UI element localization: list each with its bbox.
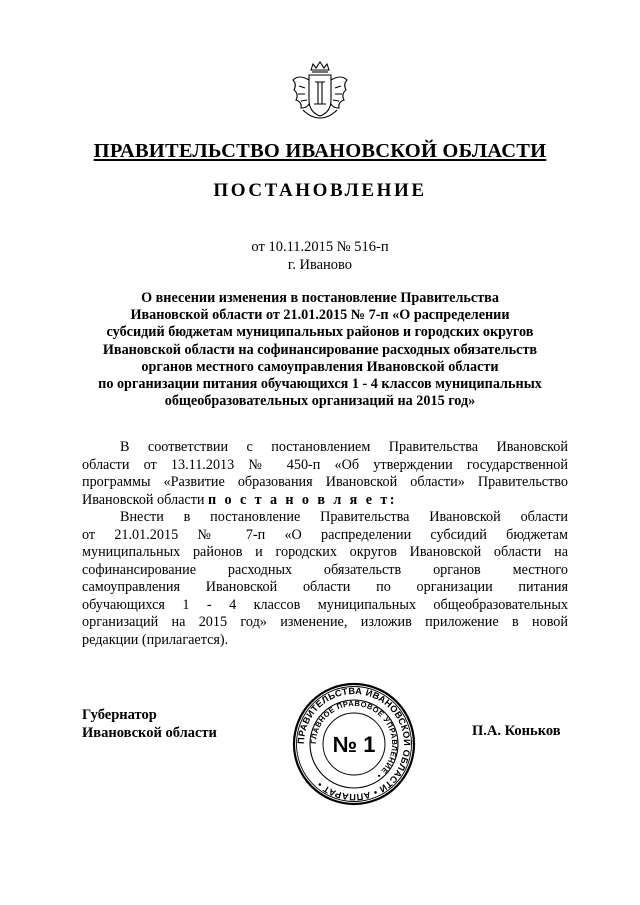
document-heading <box>60 290 580 410</box>
operative-paragraph <box>82 509 568 649</box>
paragraph-text: Ивановской области <box>82 491 209 508</box>
seal-inner-text: ГЛАВНОЕ ПРАВОВОЕ УПРАВЛЕНИЕ • <box>308 698 400 781</box>
paragraph-line: организаций на 2015 год» изменение, изложив приложение в новой <box>82 614 568 630</box>
paragraph-line: В соответствии с постановлением Правительства Ивановской <box>120 439 568 455</box>
paragraph-line: от 21.01.2015 № 7-п «О распределении субсидий бюджетам <box>82 526 568 543</box>
official-seal <box>292 682 416 806</box>
seal-ring-text: ПРАВИТЕЛЬСТВА ИВАНОВСКОЙ ОБЛАСТИ • АППАРАТ • <box>295 685 413 803</box>
paragraph-line: области от 13.11.2013 № 450-п «Об утверждении государственной <box>82 456 568 473</box>
date-number: от 10.11.2015 № 516-п <box>251 239 389 255</box>
signatory-name: П.А. Коньков <box>472 723 561 739</box>
preamble-paragraph <box>82 439 568 509</box>
document-type: ПОСТАНОВЛЕНИЕ <box>213 180 427 201</box>
signatory-position <box>82 706 217 742</box>
paragraph-line: программы «Развитие образования Ивановской области» Правительство <box>82 474 568 490</box>
paragraph-line: Внести в постановление Правительства Ивановской области <box>120 509 568 525</box>
paragraph-line: редакции (прилагается). <box>82 631 229 648</box>
coat-of-arms-icon <box>285 60 355 122</box>
heading-line: субсидий бюджетам муниципальных районов и городских округов <box>106 324 534 341</box>
heading-line: Ивановской области от 21.01.2015 № 7-п «О распределении <box>130 307 510 324</box>
city: г. Иваново <box>287 257 353 273</box>
paragraph-line <box>82 492 568 510</box>
position-line: Ивановской области <box>82 725 217 741</box>
heading-line: О внесении изменения в постановление Правительства <box>141 290 499 306</box>
government-title: ПРАВИТЕЛЬСТВО ИВАНОВСКОЙ ОБЛАСТИ <box>93 140 547 162</box>
paragraph-line: самоуправления Ивановской области по организации питания <box>82 579 568 595</box>
heading-line: органов местного самоуправления Ивановской области <box>141 358 499 375</box>
decree-word: п о с т а н о в л я е т: <box>208 491 397 508</box>
paragraph-line: муниципальных районов и городских округов Ивановской области на <box>82 544 568 560</box>
paragraph-line: софинансирование расходных обязательств органов местного <box>82 561 568 578</box>
seal-number: № 1 <box>332 732 376 757</box>
heading-line: Ивановской области на софинансирование расходных обязательств <box>102 341 538 358</box>
position-line: Губернатор <box>82 707 157 723</box>
heading-line: общеобразовательных организаций на 2015 год» <box>164 393 476 410</box>
heading-line: по организации питания обучающихся 1 - 4 классов муниципальных <box>98 376 542 393</box>
paragraph-line: обучающихся 1 - 4 классов муниципальных общеобразовательных <box>82 596 568 613</box>
